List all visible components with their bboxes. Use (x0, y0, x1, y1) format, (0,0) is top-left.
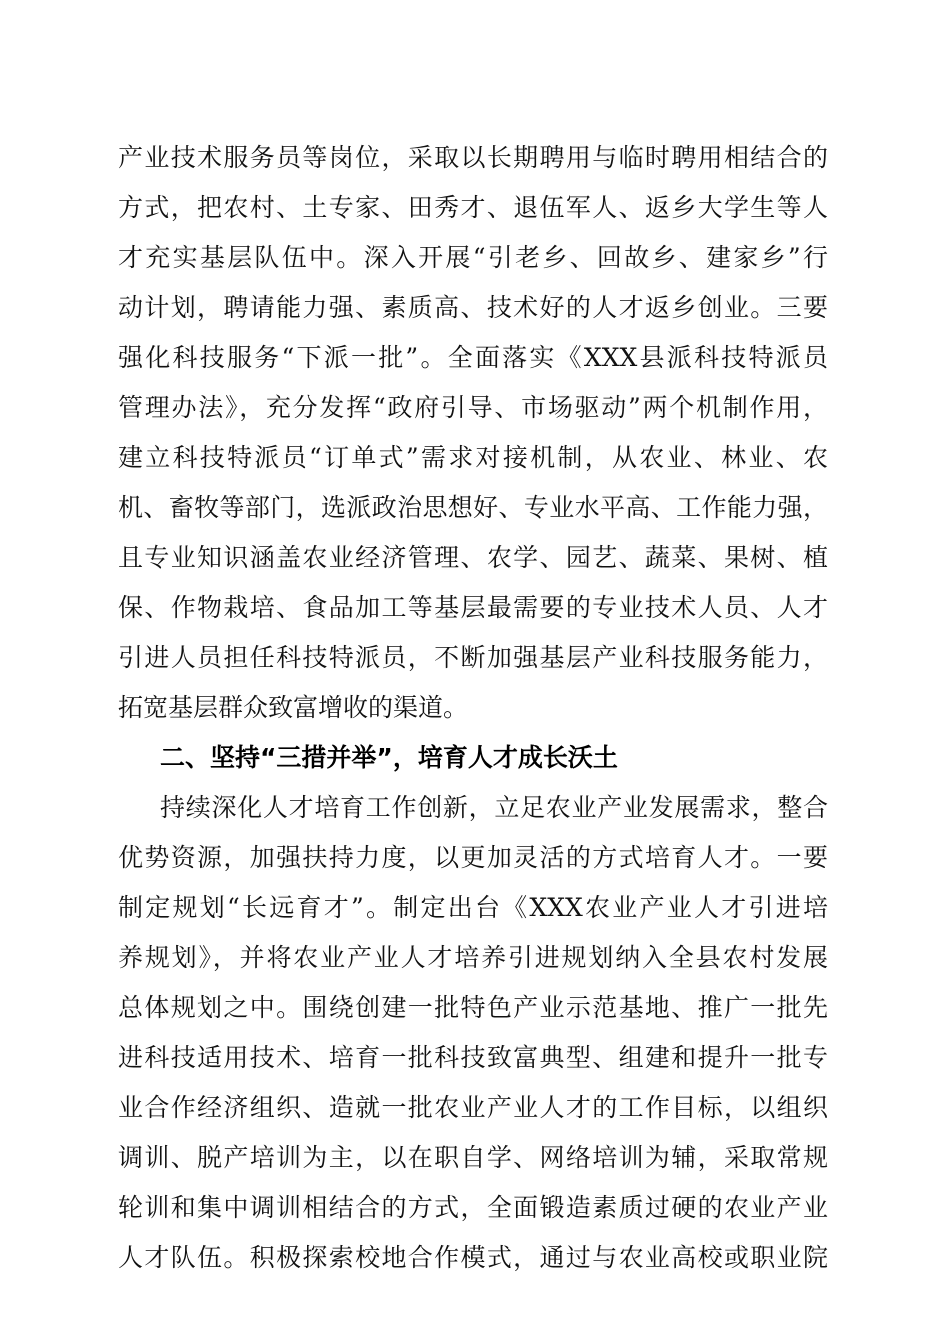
paragraph1-line-8: 机、畜牧等部门，选派政治思想好、专业水平高、工作能力强， (118, 493, 828, 522)
paragraph2-line-6: 进科技适用技术、培育一批科技致富典型、组建和提升一批专 (118, 1043, 828, 1072)
paragraph1-line-7: 建立科技特派员“订单式”需求对接机制，从农业、林业、农 (118, 443, 828, 472)
paragraph2-line-7: 业合作经济组织、造就一批农业产业人才的工作目标，以组织 (118, 1093, 828, 1122)
section-heading: 二、坚持“三措并举”，培育人才成长沃土 (160, 743, 618, 772)
paragraph1-line-9: 且专业知识涵盖农业经济管理、农学、园艺、蔬菜、果树、植 (118, 543, 828, 572)
paragraph2-line-4: 养规划》，并将农业产业人才培养引进规划纳入全县农村发展 (118, 943, 828, 972)
paragraph1-line-10: 保、作物栽培、食品加工等基层最需要的专业技术人员、人才 (118, 593, 828, 622)
paragraph1-line-2: 方式，把农村、土专家、田秀才、退伍军人、返乡大学生等人 (118, 193, 828, 222)
paragraph2-line-5: 总体规划之中。围绕创建一批特色产业示范基地、推广一批先 (118, 993, 828, 1022)
paragraph2-line-1: 持续深化人才培育工作创新，立足农业产业发展需求，整合 (160, 793, 828, 822)
paragraph1-line-6: 管理办法》，充分发挥“政府引导、市场驱动”两个机制作用， (118, 393, 828, 422)
paragraph2-line-8: 调训、脱产培训为主，以在职自学、网络培训为辅，采取常规 (118, 1143, 828, 1172)
paragraph1-line-11: 引进人员担任科技特派员，不断加强基层产业科技服务能力， (118, 643, 828, 672)
paragraph2-line-10: 人才队伍。积极探索校地合作模式，通过与农业高校或职业院 (118, 1243, 828, 1272)
paragraph1-line-12: 拓宽基层群众致富增收的渠道。 (118, 693, 469, 722)
paragraph1-line-1: 产业技术服务员等岗位，采取以长期聘用与临时聘用相结合的 (118, 143, 828, 172)
paragraph2-line-3: 制定规划“长远育才”。制定出台《XXX农业产业人才引进培 (118, 893, 828, 922)
paragraph2-line-2: 优势资源，加强扶持力度，以更加灵活的方式培育人才。一要 (118, 843, 828, 872)
paragraph1-line-4: 动计划，聘请能力强、素质高、技术好的人才返乡创业。三要 (118, 293, 828, 322)
paragraph1-line-5: 强化科技服务“下派一批”。全面落实《XXX县派科技特派员 (118, 343, 828, 372)
paragraph1-line-3: 才充实基层队伍中。深入开展“引老乡、回故乡、建家乡”行 (118, 243, 828, 272)
paragraph2-line-9: 轮训和集中调训相结合的方式，全面锻造素质过硬的农业产业 (118, 1193, 828, 1222)
